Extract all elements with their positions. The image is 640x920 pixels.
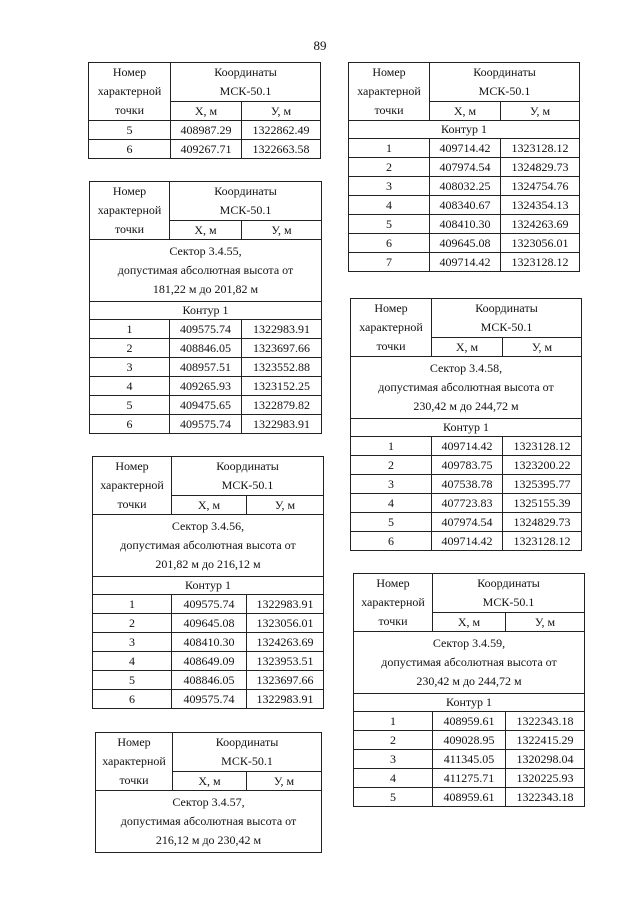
y-coordinate-cell: 1324829.73 — [501, 158, 580, 177]
point-number-cell: 3 — [349, 177, 430, 196]
coordinate-table — [95, 732, 322, 853]
x-coordinate-cell: 411345.05 — [433, 750, 506, 769]
x-coordinate-cell: 408987.29 — [171, 121, 242, 140]
y-column-header: У, м — [242, 102, 321, 121]
y-coordinate-cell: 1324829.73 — [503, 513, 582, 532]
point-number-header-line: характерной — [97, 84, 162, 98]
x-coordinate-cell: 409645.08 — [172, 614, 247, 633]
coordinates-header — [171, 63, 321, 102]
sector-description — [93, 515, 324, 577]
sector-description — [90, 240, 322, 302]
y-coordinate-cell: 1325155.39 — [503, 494, 582, 513]
point-number-cell: 5 — [89, 121, 171, 140]
y-coordinate-cell: 1323128.12 — [501, 253, 580, 272]
point-number-cell: 2 — [90, 339, 170, 358]
y-coordinate-cell: 1323152.25 — [242, 377, 322, 396]
sector-description-line: допустимая абсолютная высота от — [120, 538, 296, 552]
point-number-header-line: Номер — [372, 65, 406, 79]
sector-description-line: 181,22 м до 201,82 м — [152, 282, 259, 296]
y-coordinate-cell: 1320298.04 — [506, 750, 585, 769]
contour-label: Контур 1 — [349, 121, 580, 139]
coordinate-table — [92, 456, 324, 709]
point-number-header-line: характерной — [359, 320, 423, 334]
contour-label: Контур 1 — [354, 694, 585, 712]
x-coordinate-cell: 409575.74 — [172, 690, 247, 709]
coordinates-header-line: Координаты — [477, 576, 540, 590]
y-coordinate-cell: 1322343.18 — [506, 712, 585, 731]
sector-description-line: допустимая абсолютная высота от — [381, 655, 557, 669]
point-number-header-line: точки — [378, 614, 408, 628]
table-row — [93, 652, 324, 671]
point-number-cell: 5 — [90, 396, 170, 415]
point-number-header — [351, 299, 432, 357]
table-row — [349, 158, 580, 177]
point-number-header-line: точки — [119, 773, 149, 787]
x-coordinate-cell: 407974.54 — [430, 158, 501, 177]
coordinate-table — [88, 62, 321, 159]
y-coordinate-cell: 1322983.91 — [247, 595, 324, 614]
x-coordinate-cell: 408846.05 — [170, 339, 242, 358]
table-row — [349, 234, 580, 253]
x-column-header: Х, м — [170, 221, 242, 240]
coordinates-header — [430, 63, 580, 102]
x-coordinate-cell: 408649.09 — [172, 652, 247, 671]
point-number-header-line: Номер — [115, 459, 149, 473]
table-row — [354, 712, 585, 731]
x-coordinate-cell: 408410.30 — [430, 215, 501, 234]
point-number-cell: 5 — [351, 513, 432, 532]
point-number-cell: 6 — [90, 415, 170, 434]
sector-description — [354, 632, 585, 694]
coordinates-header-line: МСК-50.1 — [219, 84, 272, 98]
coordinates-header — [432, 299, 582, 338]
sector-description-line: 201,82 м до 216,12 м — [155, 557, 261, 571]
sector-description-line: допустимая абсолютная высота от — [117, 263, 294, 277]
y-coordinate-cell: 1320225.93 — [506, 769, 585, 788]
sector-row — [96, 791, 322, 853]
point-number-header-line: Номер — [374, 301, 408, 315]
x-coordinate-cell: 408410.30 — [172, 633, 247, 652]
coordinates-header-line: Координаты — [216, 459, 279, 473]
header-row — [96, 733, 322, 772]
sector-row — [93, 515, 324, 577]
point-number-header-line: характерной — [97, 203, 162, 217]
sector-row — [351, 357, 582, 419]
x-coordinate-cell: 411275.71 — [433, 769, 506, 788]
point-number-cell: 1 — [351, 437, 432, 456]
y-coordinate-cell: 1323056.01 — [247, 614, 324, 633]
point-number-header-line: Номер — [376, 576, 410, 590]
header-row — [354, 574, 585, 613]
point-number-cell: 1 — [349, 139, 430, 158]
contour-row — [354, 694, 585, 712]
table-row — [93, 633, 324, 652]
contour-row — [351, 419, 582, 437]
x-coordinate-cell: 408032.25 — [430, 177, 501, 196]
table-row — [349, 177, 580, 196]
y-coordinate-cell: 1322862.49 — [242, 121, 321, 140]
y-coordinate-cell: 1324263.69 — [247, 633, 324, 652]
x-coordinate-cell: 408959.61 — [433, 712, 506, 731]
point-number-header-line: точки — [117, 497, 147, 511]
y-coordinate-cell: 1323697.66 — [247, 671, 324, 690]
point-number-cell: 3 — [354, 750, 433, 769]
point-number-cell: 4 — [354, 769, 433, 788]
point-number-cell: 3 — [93, 633, 172, 652]
y-coordinate-cell: 1323056.01 — [501, 234, 580, 253]
contour-row — [90, 302, 322, 320]
contour-label: Контур 1 — [90, 302, 322, 320]
point-number-header-line: характерной — [361, 595, 425, 609]
coordinates-header-line: Координаты — [215, 735, 279, 749]
sector-description-line: допустимая абсолютная высота от — [120, 814, 297, 828]
coordinates-header-line: Координаты — [214, 65, 277, 79]
y-coordinate-cell: 1324354.13 — [501, 196, 580, 215]
coordinates-header-line: Координаты — [214, 184, 277, 198]
contour-row — [349, 121, 580, 139]
coordinate-table — [350, 298, 582, 551]
table-row — [93, 690, 324, 709]
header-row — [89, 63, 321, 102]
table-row — [351, 456, 582, 475]
x-coordinate-cell: 409575.74 — [170, 415, 242, 434]
coordinates-header — [172, 457, 324, 496]
point-number-cell: 6 — [351, 532, 432, 551]
table-row — [354, 731, 585, 750]
table-row — [351, 475, 582, 494]
coordinates-header — [173, 733, 322, 772]
point-number-cell: 5 — [354, 788, 433, 807]
x-column-header: Х, м — [430, 102, 501, 121]
table-row — [90, 415, 322, 434]
table-row — [93, 614, 324, 633]
point-number-cell: 6 — [93, 690, 172, 709]
table-row — [351, 532, 582, 551]
y-column-header: У, м — [247, 772, 322, 791]
x-coordinate-cell: 408959.61 — [433, 788, 506, 807]
point-number-cell: 7 — [349, 253, 430, 272]
point-number-cell: 4 — [90, 377, 170, 396]
header-row — [90, 182, 322, 221]
y-coordinate-cell: 1323128.12 — [503, 532, 582, 551]
y-column-header: У, м — [503, 338, 582, 357]
sector-description-line: допустимая абсолютная высота от — [378, 380, 554, 394]
sector-description-line: 230,42 м до 244,72 м — [416, 674, 522, 688]
point-number-header-line: точки — [376, 339, 406, 353]
point-number-cell: 1 — [93, 595, 172, 614]
x-coordinate-cell: 409028.95 — [433, 731, 506, 750]
coordinates-header-line: Координаты — [473, 65, 536, 79]
point-number-header — [96, 733, 173, 791]
y-coordinate-cell: 1323200.22 — [503, 456, 582, 475]
x-column-header: Х, м — [433, 613, 506, 632]
y-coordinate-cell: 1322415.29 — [506, 731, 585, 750]
coordinates-header-line: МСК-50.1 — [221, 754, 273, 768]
x-coordinate-cell: 407538.78 — [432, 475, 503, 494]
y-coordinate-cell: 1323128.12 — [503, 437, 582, 456]
point-number-cell: 4 — [351, 494, 432, 513]
point-number-header — [89, 63, 171, 121]
coordinates-header-line: Координаты — [475, 301, 538, 315]
point-number-header — [354, 574, 433, 632]
point-number-header-line: характерной — [357, 84, 421, 98]
y-coordinate-cell: 1323697.66 — [242, 339, 322, 358]
point-number-cell: 1 — [90, 320, 170, 339]
table-row — [351, 513, 582, 532]
coordinates-header-line: МСК-50.1 — [480, 320, 533, 334]
y-coordinate-cell: 1324754.76 — [501, 177, 580, 196]
point-number-header — [349, 63, 430, 121]
sector-row — [354, 632, 585, 694]
table-row — [93, 671, 324, 690]
x-column-header: Х, м — [173, 772, 247, 791]
coordinates-header-line: МСК-50.1 — [478, 84, 531, 98]
y-coordinate-cell: 1322983.91 — [242, 320, 322, 339]
sector-description — [96, 791, 322, 853]
sector-description-line: 216,12 м до 230,42 м — [155, 833, 262, 847]
coordinates-header-line: МСК-50.1 — [219, 203, 272, 217]
point-number-cell: 5 — [93, 671, 172, 690]
table-row — [90, 320, 322, 339]
y-coordinate-cell: 1323128.12 — [501, 139, 580, 158]
table-row — [349, 215, 580, 234]
point-number-header — [93, 457, 172, 515]
sector-description-line: Сектор 3.4.59, — [432, 636, 506, 650]
coordinates-header-line: МСК-50.1 — [482, 595, 535, 609]
point-number-cell: 4 — [93, 652, 172, 671]
x-coordinate-cell: 408957.51 — [170, 358, 242, 377]
point-number-header-line: точки — [114, 222, 145, 236]
point-number-header — [90, 182, 170, 240]
sector-description-line: Сектор 3.4.58, — [429, 361, 503, 375]
y-coordinate-cell: 1323953.51 — [247, 652, 324, 671]
point-number-cell: 2 — [354, 731, 433, 750]
table-row — [89, 121, 321, 140]
coordinate-table — [89, 181, 322, 434]
header-row — [349, 63, 580, 102]
table-row — [90, 358, 322, 377]
contour-label: Контур 1 — [351, 419, 582, 437]
point-number-header-line: Номер — [117, 735, 151, 749]
table-row — [90, 377, 322, 396]
y-coordinate-cell: 1322879.82 — [242, 396, 322, 415]
x-coordinate-cell: 409714.42 — [430, 253, 501, 272]
y-coordinate-cell: 1324263.69 — [501, 215, 580, 234]
table-row — [349, 196, 580, 215]
x-coordinate-cell: 409575.74 — [172, 595, 247, 614]
x-coordinate-cell: 409714.42 — [432, 437, 503, 456]
table-row — [93, 595, 324, 614]
header-row — [351, 299, 582, 338]
point-number-header-line: Номер — [112, 184, 147, 198]
x-coordinate-cell: 407723.83 — [432, 494, 503, 513]
coordinates-header — [170, 182, 322, 221]
x-coordinate-cell: 409575.74 — [170, 320, 242, 339]
point-number-cell: 6 — [349, 234, 430, 253]
point-number-cell: 2 — [349, 158, 430, 177]
table-row — [90, 339, 322, 358]
x-coordinate-cell: 409714.42 — [430, 139, 501, 158]
point-number-header-line: точки — [374, 103, 404, 117]
coordinates-header-line: МСК-50.1 — [221, 478, 274, 492]
table-row — [351, 437, 582, 456]
x-column-header: Х, м — [432, 338, 503, 357]
table-row — [351, 494, 582, 513]
point-number-header-line: точки — [114, 103, 145, 117]
x-coordinate-cell: 407974.54 — [432, 513, 503, 532]
x-coordinate-cell: 409645.08 — [430, 234, 501, 253]
point-number-cell: 3 — [351, 475, 432, 494]
y-coordinate-cell: 1322983.91 — [247, 690, 324, 709]
page-number: 89 — [313, 38, 327, 53]
point-number-header-line: характерной — [102, 754, 166, 768]
table-row — [349, 253, 580, 272]
contour-label: Контур 1 — [93, 577, 324, 595]
point-number-cell: 3 — [90, 358, 170, 377]
point-number-cell: 2 — [93, 614, 172, 633]
y-column-header: У, м — [506, 613, 585, 632]
y-column-header: У, м — [242, 221, 322, 240]
x-coordinate-cell: 409783.75 — [432, 456, 503, 475]
coordinates-header — [433, 574, 585, 613]
point-number-header-line: характерной — [100, 478, 164, 492]
sector-description-line: 230,42 м до 244,72 м — [413, 399, 519, 413]
sector-description-line: Сектор 3.4.55, — [169, 244, 242, 258]
y-coordinate-cell: 1323552.88 — [242, 358, 322, 377]
x-coordinate-cell: 408340.67 — [430, 196, 501, 215]
table-row — [90, 396, 322, 415]
x-coordinate-cell: 409265.93 — [170, 377, 242, 396]
y-coordinate-cell: 1322663.58 — [242, 140, 321, 159]
y-column-header: У, м — [247, 496, 324, 515]
sector-row — [90, 240, 322, 302]
y-column-header: У, м — [501, 102, 580, 121]
point-number-cell: 2 — [351, 456, 432, 475]
y-coordinate-cell: 1322983.91 — [242, 415, 322, 434]
x-coordinate-cell: 409267.71 — [171, 140, 242, 159]
y-coordinate-cell: 1325395.77 — [503, 475, 582, 494]
coordinate-table — [353, 573, 585, 807]
x-coordinate-cell: 408846.05 — [172, 671, 247, 690]
x-column-header: Х, м — [172, 496, 247, 515]
point-number-header-line: Номер — [112, 65, 147, 79]
table-row — [354, 769, 585, 788]
point-number-cell: 6 — [89, 140, 171, 159]
x-coordinate-cell: 409714.42 — [432, 532, 503, 551]
sector-description-line: Сектор 3.4.57, — [172, 795, 245, 809]
point-number-cell: 5 — [349, 215, 430, 234]
coordinate-table — [348, 62, 580, 272]
x-column-header: Х, м — [171, 102, 242, 121]
point-number-cell: 4 — [349, 196, 430, 215]
table-row — [349, 139, 580, 158]
contour-row — [93, 577, 324, 595]
table-row — [89, 140, 321, 159]
x-coordinate-cell: 409475.65 — [170, 396, 242, 415]
sector-description-line: Сектор 3.4.56, — [171, 519, 245, 533]
table-row — [354, 788, 585, 807]
point-number-cell: 1 — [354, 712, 433, 731]
header-row — [93, 457, 324, 496]
table-row — [354, 750, 585, 769]
y-coordinate-cell: 1322343.18 — [506, 788, 585, 807]
sector-description — [351, 357, 582, 419]
